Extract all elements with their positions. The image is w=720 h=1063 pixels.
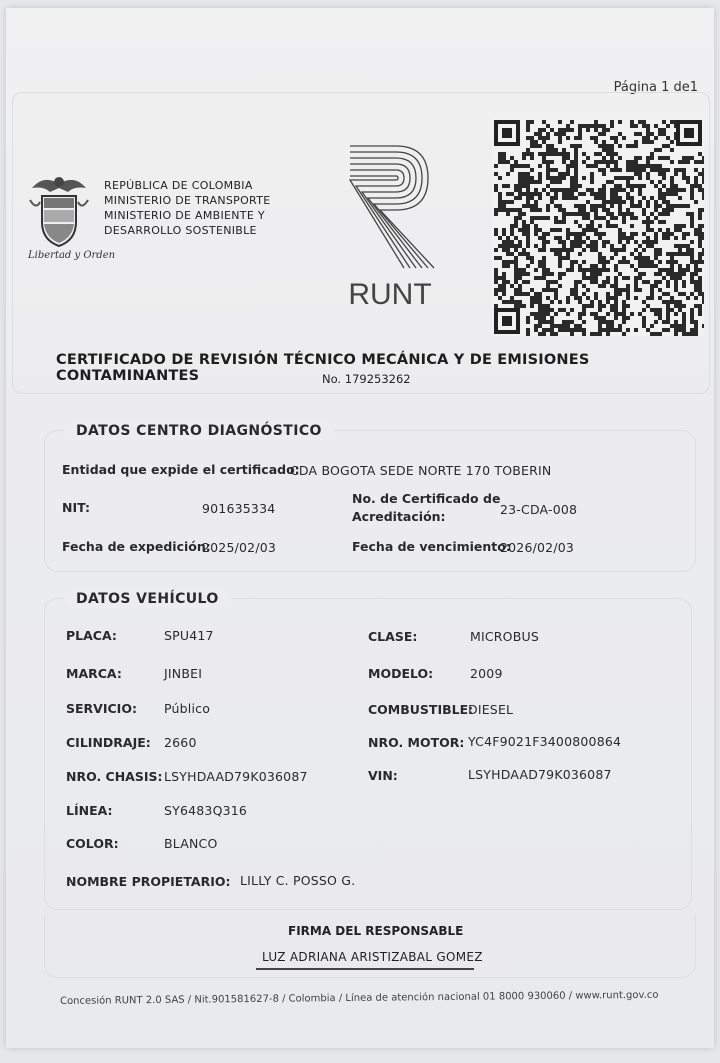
qr-code-icon — [492, 118, 704, 336]
gov-line-3: MINISTERIO DE AMBIENTE Y — [104, 209, 265, 222]
propietario-value: LILLY C. POSSO G. — [240, 873, 356, 888]
gov-line-2: MINISTERIO DE TRANSPORTE — [104, 194, 271, 207]
combustible-value: DIESEL — [468, 702, 514, 717]
motor-label: NRO. MOTOR: — [368, 735, 465, 750]
vehicle-heading: DATOS VEHÍCULO — [64, 589, 231, 609]
runt-logo-text: RUNT — [348, 278, 432, 310]
modelo-label: MODELO: — [368, 666, 434, 681]
modelo-value: 2009 — [470, 666, 503, 681]
clase-value: MICROBUS — [470, 629, 539, 644]
acreditacion-label-2: Acreditación: — [352, 509, 446, 524]
placa-value: SPU417 — [164, 628, 214, 643]
runt-logo-icon — [330, 140, 450, 310]
acreditacion-value: 23-CDA-008 — [500, 502, 578, 517]
marca-value: JINBEI — [164, 666, 203, 681]
linea-value: SY6483Q316 — [164, 803, 248, 818]
chasis-value: LSYHDAAD79K036087 — [164, 769, 308, 784]
acreditacion-label-1: No. de Certificado de — [352, 491, 501, 506]
footer-text: Concesión RUNT 2.0 SAS / Nit.901581627-8 / Colombia / Línea de atención nacional 01 8000 930060 / www.runt.gov.co — [60, 989, 659, 1007]
placa-label: PLACA: — [66, 628, 117, 643]
color-label: COLOR: — [66, 836, 119, 851]
nit-value: 901635334 — [202, 501, 276, 516]
government-header — [104, 178, 270, 238]
vencimiento-label: Fecha de vencimiento: — [352, 539, 511, 554]
expedicion-value: 2025/02/03 — [202, 540, 277, 555]
cilindraje-value: 2660 — [164, 735, 197, 750]
servicio-value: Público — [164, 701, 211, 716]
propietario-label: NOMBRE PROPIETARIO: — [66, 874, 231, 889]
chasis-label: NRO. CHASIS: — [66, 769, 163, 784]
coat-of-arms-icon — [24, 170, 94, 260]
document-title: CERTIFICADO DE REVISIÓN TÉCNICO MECÁNICA Y DE EMISIONES CONTAMINANTES — [56, 352, 590, 384]
clase-label: CLASE: — [368, 629, 418, 644]
signature-line — [256, 968, 474, 970]
gov-line-1: REPÚBLICA DE COLOMBIA — [104, 179, 253, 192]
combustible-label: COMBUSTIBLE: — [368, 702, 474, 717]
cilindraje-label: CILINDRAJE: — [66, 735, 151, 750]
color-value: BLANCO — [164, 836, 218, 851]
certificate-number: No. 179253262 — [322, 372, 411, 386]
page-number: Página 1 de1 — [613, 80, 698, 95]
motor-value: YC4F9021F3400800864 — [468, 734, 622, 749]
diagnostic-center-heading: DATOS CENTRO DIAGNÓSTICO — [64, 421, 334, 441]
signature-name: LUZ ADRIANA ARISTIZABAL GOMEZ — [262, 950, 483, 964]
servicio-label: SERVICIO: — [66, 701, 137, 716]
nit-label: NIT: — [62, 500, 90, 515]
linea-label: LÍNEA: — [66, 803, 113, 818]
entidad-label: Entidad que expide el certificado: — [62, 462, 300, 477]
gov-line-4: DESARROLLO SOSTENIBLE — [104, 224, 257, 237]
vin-value: LSYHDAAD79K036087 — [468, 767, 612, 782]
vin-label: VIN: — [368, 768, 398, 783]
vencimiento-value: 2026/02/03 — [500, 540, 575, 555]
marca-label: MARCA: — [66, 666, 122, 681]
signature-title: FIRMA DEL RESPONSABLE — [288, 924, 464, 938]
expedicion-label: Fecha de expedición: — [62, 539, 211, 554]
entidad-value: CDA BOGOTA SEDE NORTE 170 TOBERIN — [290, 463, 552, 478]
motto-text: Libertad y Orden — [28, 250, 116, 261]
vehicle-panel — [44, 598, 692, 910]
